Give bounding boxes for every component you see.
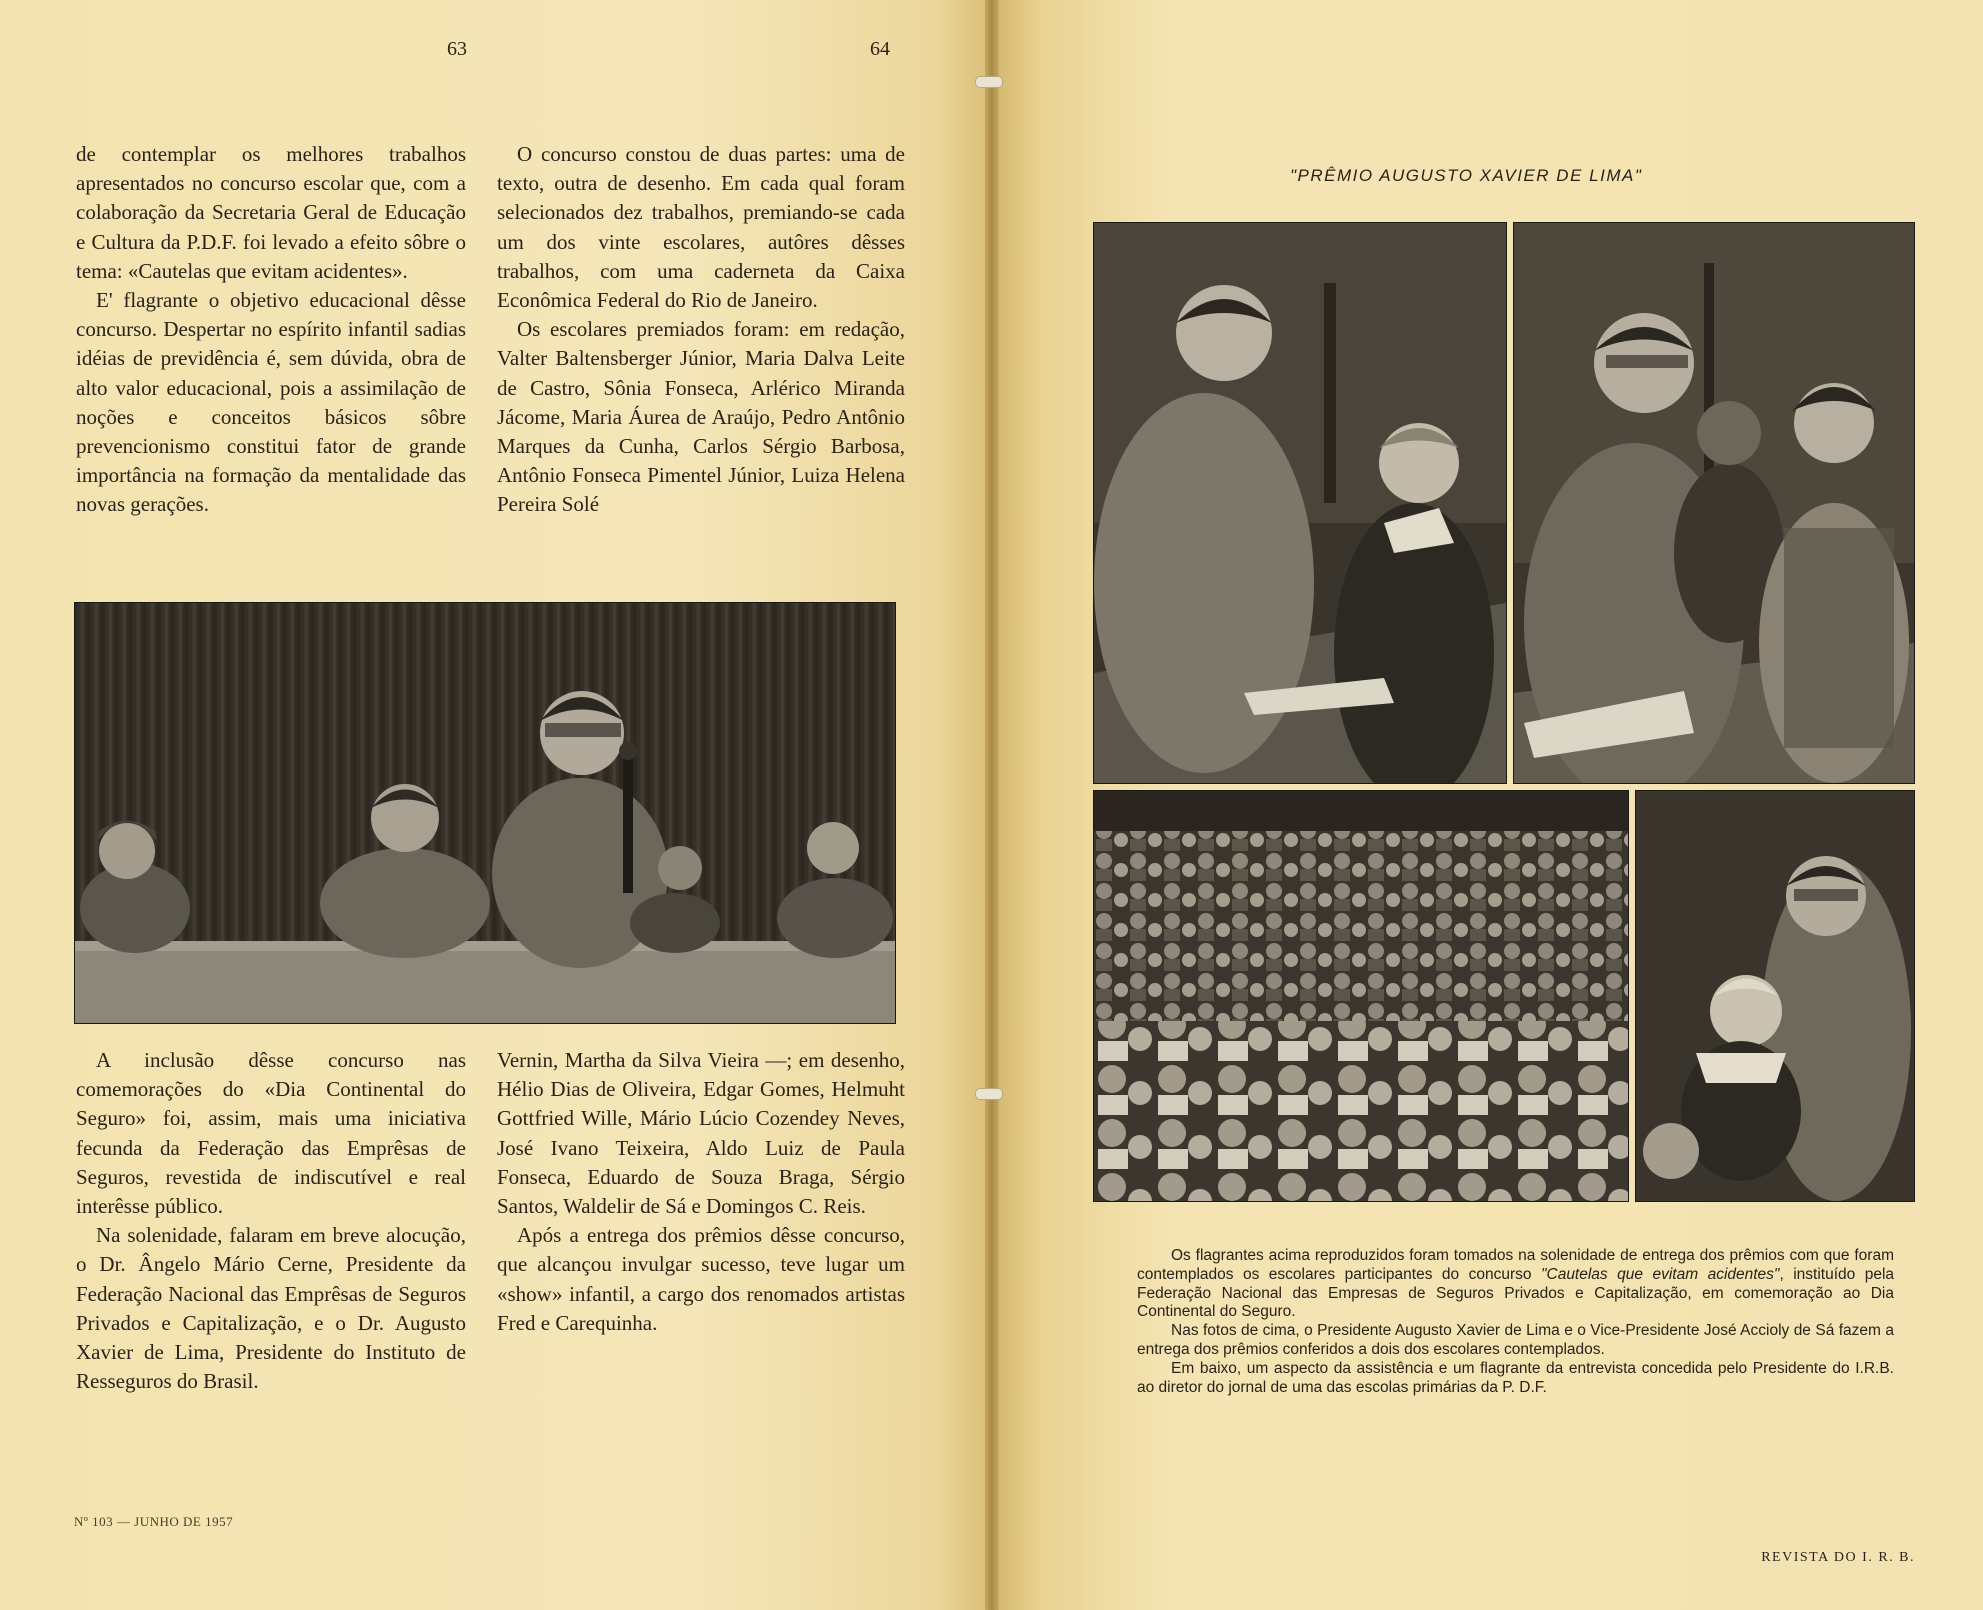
column-1-top: [76, 140, 466, 520]
page-number-63: 63: [447, 38, 467, 60]
paragraph: E' flagrante o objetivo educacional dêsse concurso. Despertar no espírito infantil sadias idéias de previdência é, sem dúvida, obra de alto valor educacional, pois a assimilação de noções e conceitos básicos sôbre prevencionismo constitui fator de grande importância na formação da mentalidade das novas gerações.: [76, 288, 466, 517]
column-2-top: [497, 140, 905, 520]
photo-speaker-at-podium: [74, 602, 896, 1024]
caption-contest-title: "Cautelas que evitam acidentes": [1541, 1265, 1780, 1283]
magazine-footer: REVISTA DO I. R. B.: [1761, 1550, 1915, 1565]
photo-caption: [1137, 1247, 1894, 1397]
caption-paragraph-1: [1137, 1247, 1894, 1322]
column-1-bottom: [76, 1046, 466, 1396]
photo-prize-handover-2: [1513, 222, 1915, 784]
photo-interview: [1635, 790, 1915, 1202]
article-header: "PRÊMIO AUGUSTO XAVIER DE LIMA": [1290, 166, 1643, 185]
paragraph: O concurso constou de duas partes: uma de texto, outra de desenho. Em cada qual foram selecionados dez trabalhos, premiando-se cada um dos vinte escolares, autôres dêsses trabalhos, com uma caderneta da Caixa Econômica Federal do Rio de Janeiro.: [497, 142, 905, 313]
paragraph: Após a entrega dos prêmios dêsse concurso, que alcançou invulgar sucesso, teve lugar um «show» infantil, a cargo dos renomados artistas Fred e Carequinha.: [497, 1223, 905, 1335]
caption-paragraph-2: Nas fotos de cima, o Presidente Augusto Xavier de Lima e o Vice-Presidente José Accioly de Sá fazem a entrega dos prêmios conferidos a dois dos escolares contemplados.: [1137, 1322, 1894, 1358]
paragraph: Vernin, Martha da Silva Vieira —; em desenho, Hélio Dias de Oliveira, Edgar Gomes, Helmuht Gottfried Wille, Mário Lúcio Cozendey Neves, José Ivano Teixeira, Aldo Luiz de Paula Fonseca, Eduardo de Souza Braga, Sérgio Santos, Waldelir de Sá e Domingos C. Reis.: [497, 1048, 905, 1219]
photo-audience: [1093, 790, 1629, 1202]
caption-text: Os flagrantes acima reproduzidos foram tomados na solenidade de entrega dos prêmios com que foram contemplados os escolares participantes do concurso: [1137, 1247, 1894, 1283]
caption-text: , instituído pela Federação Nacional das Empresas de Seguros Privados e Capitalização, em comemoração ao Dia Continental do Seguro.: [1137, 1265, 1895, 1321]
paragraph: de contemplar os melhores trabalhos apresentados no concurso escolar que, com a colaboração da Secretaria Geral de Educação e Cultura da P.D.F. foi levado a efeito sôbre o tema: «Cautelas que evitam acidentes».: [76, 142, 466, 283]
binding-stitch: [975, 1088, 1003, 1100]
paragraph: Na solenidade, falaram em breve alocução, o Dr. Ângelo Mário Cerne, Presidente da Federação Nacional das Emprêsas de Seguros Privados e Capitalização, e o Dr. Augusto Xavier de Lima, Presidente do Instituto de Resseguros do Brasil.: [76, 1223, 466, 1394]
binding-stitch: [975, 76, 1003, 88]
paragraph: Os escolares premiados foram: em redação, Valter Baltensberger Júnior, Maria Dalva Leite de Castro, Sônia Fonseca, Arlérico Miranda Jácome, Maria Áurea de Araújo, Pedro Antônio Marques da Cunha, Carlos Sérgio Barbosa, Antônio Fonseca Pimentel Júnior, Luiza Helena Pereira Solé: [497, 317, 905, 517]
issue-footer: Nº 103 — JUNHO DE 1957: [74, 1514, 234, 1529]
photo-prize-handover-1: [1093, 222, 1507, 784]
caption-paragraph-3: Em baixo, um aspecto da assistência e um flagrante da entrevista concedida pelo Presidente do I.R.B. ao diretor do jornal de uma das escolas primárias da P. D.F.: [1137, 1359, 1894, 1396]
column-2-bottom: [497, 1046, 905, 1338]
paragraph: A inclusão dêsse concurso nas comemorações do «Dia Continental do Seguro» foi, assim, mais uma iniciativa fecunda da Federação das Emprêsas de Seguros, revestida de indiscutível e real interêsse público.: [76, 1048, 466, 1219]
book-spine: [985, 0, 999, 1610]
page-number-64: 64: [870, 38, 890, 60]
